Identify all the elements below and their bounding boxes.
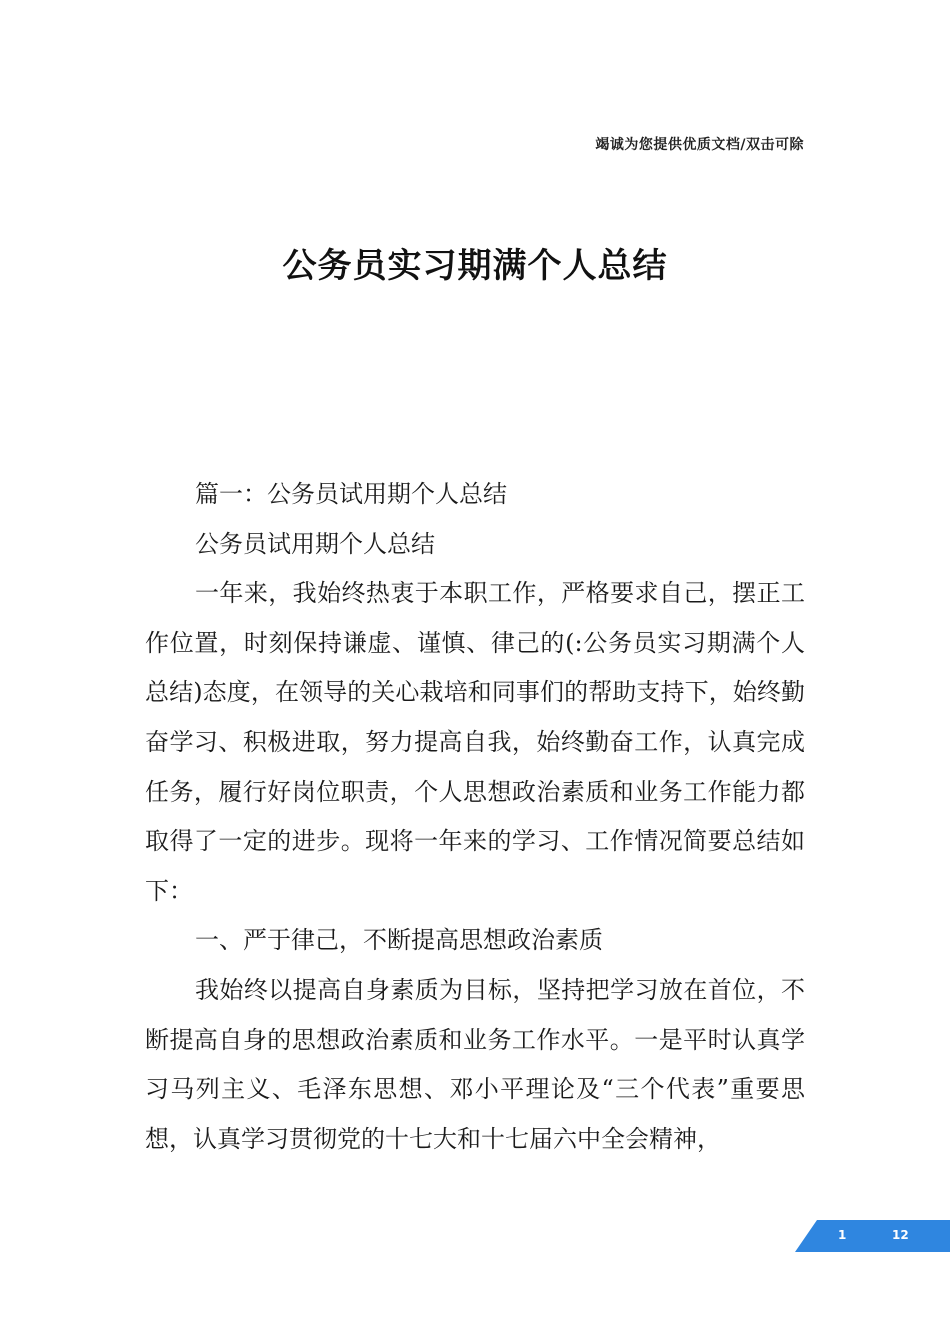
body-paragraph: 一年来，我始终热衷于本职工作，严格要求自己，摆正工作位置，时刻保持谦虚、谨慎、律己的(:公务员实习期满个人总结)态度，在领导的关心栽培和同事们的帮助支持下，始终勤奋学习、积极进取，努力提高自我，始终勤奋工作，认真完成任务，履行好岗位职责，个人思想政治素质和业务工作能力都取得了一定的进步。现将一年来的学习、工作情况简要总结如下： <box>145 579 805 905</box>
header-note: 竭诚为您提供优质文档/双击可除 <box>595 137 804 153</box>
body-paragraph: 我始终以提高自身素质为目标，坚持把学习放在首位，不断提高自身的思想政治素质和业务工作水平。一是平时认真学习马列主义、毛泽东思想、邓小平理论及“三个代表”重要思想，认真学习贯彻党的十七大和十七届六中全会精神， <box>145 975 805 1153</box>
subtitle: 公务员试用期个人总结 <box>195 529 435 558</box>
document-body <box>145 470 805 1164</box>
page-number-band <box>795 1220 950 1252</box>
document-title: 公务员实习期满个人总结 <box>282 246 668 286</box>
section-heading: 一、严于律己，不断提高思想政治素质 <box>195 926 603 955</box>
section-heading: 篇一：公务员试用期个人总结 <box>195 480 507 508</box>
page-total-number: 12 <box>892 1228 909 1242</box>
page-current-number: 1 <box>838 1228 847 1242</box>
